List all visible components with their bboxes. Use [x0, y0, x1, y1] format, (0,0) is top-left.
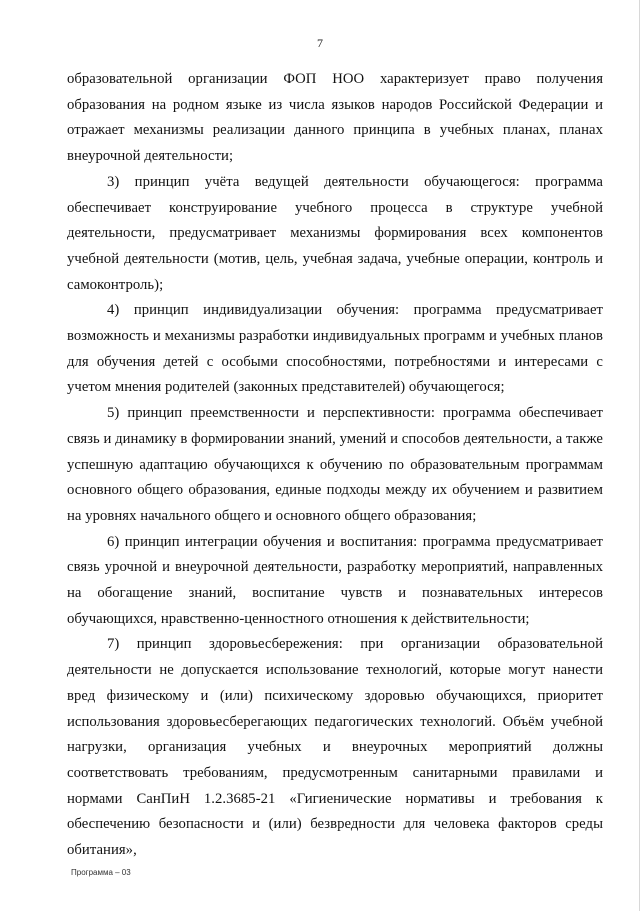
- paragraph-continuation: образовательной организации ФОП НОО характеризует право получения образования на родном языке из числа языков народов Российской Федерации и отражает механизмы реализации данного принципа в учебных планах, планах внеурочной деятельности;: [67, 71, 603, 165]
- page-number: 7: [317, 36, 323, 50]
- paragraph-principle-6: 6) принцип интеграции обучения и воспитания: программа предусматривает связь урочной и внеурочной деятельности, разработку мероприятий, направленных на обогащение знаний, воспитание чувств и познавательных интересов обучающихся, нравственно-ценностного отношения к действительности;: [67, 533, 603, 627]
- paragraph-principle-3: 3) принцип учёта ведущей деятельности обучающегося: программа обеспечивает конструирование учебного процесса в структуре учебной деятельности, предусматривает механизмы формирования всех компонентов учебной деятельности (мотив, цель, учебная задача, учебные операции, контроль и самоконтроль);: [67, 173, 603, 293]
- paragraph-principle-5: 5) принцип преемственности и перспективности: программа обеспечивает связь и динамику в формировании знаний, умений и способов деятельности, а также успешную адаптацию обучающихся к обучению по образовательным программам основного общего образования, единые подходы между их обучением и развитием на уровнях начального общего и основного общего образования;: [67, 405, 603, 524]
- body-text: [67, 67, 603, 864]
- paragraph-principle-7: 7) принцип здоровьесбережения: при организации образовательной деятельности не допускается использование технологий, которые могут нанести вред физическому и (или) психическому здоровью обучающихся, приоритет использования здоровьесберегающих педагогических технологий. Объём учебной нагрузки, организация учебных и внеурочных мероприятий должны соответствовать требованиям, предусмотренным санитарными правилами и нормами СанПиН 1.2.3685-21 «Гигиенические нормативы и требования к обеспечению безопасности и (или) безвредности для человека факторов среды обитания»,: [67, 636, 603, 859]
- footer-label: Программа – 03: [71, 868, 131, 877]
- paragraph-principle-4: 4) принцип индивидуализации обучения: программа предусматривает возможность и механизмы разработки индивидуальных программ и учебных планов для обучения детей с особыми способностями, потребностями и интересами с учетом мнения родителей (законных представителей) обучающегося;: [67, 302, 603, 396]
